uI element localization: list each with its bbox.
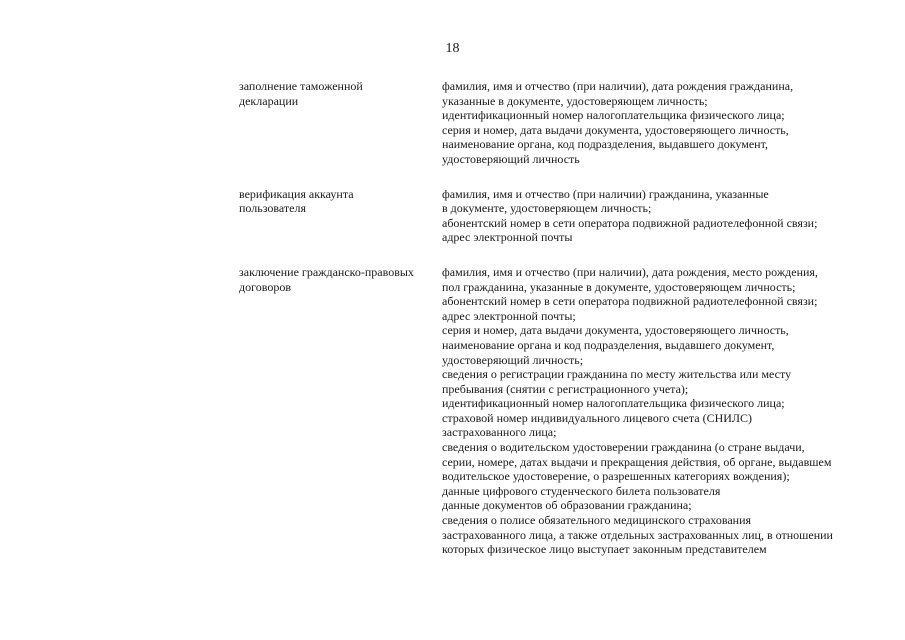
data-line: в документе, удостоверяющем личность; — [442, 201, 652, 216]
data-line: указанные в документе, удостоверяющем личность; — [442, 93, 708, 108]
data-cell — [442, 79, 879, 167]
data-line: абонентский номер в сети оператора подвижной радиотелефонной связи; — [442, 294, 818, 309]
data-line: наименование органа и код подразделения, выдавшего документ, — [442, 337, 775, 352]
purpose-cell — [239, 187, 442, 245]
data-line: застрахованного лица, а также отдельных застрахованных лиц, в отношении — [442, 527, 833, 542]
table-row-customs-declaration — [239, 79, 879, 167]
data-line: идентификационный номер налогоплательщика физического лица; — [442, 396, 785, 411]
data-line: серия и номер, дата выдачи документа, удостоверяющего личность, — [442, 122, 789, 137]
data-line: водительское удостоверение, о разрешенных категориях вождения); — [442, 469, 790, 484]
purpose-line: декларации — [239, 93, 299, 108]
data-line: абонентский номер в сети оператора подвижной радиотелефонной связи; — [442, 215, 818, 230]
purpose-line: договоров — [239, 279, 291, 294]
data-line: сведения о регистрации гражданина по месту жительства или месту — [442, 367, 792, 382]
data-line: пол гражданина, указанные в документе, удостоверяющем личность; — [442, 279, 796, 294]
data-cell — [442, 187, 879, 245]
purpose-line: заполнение таможенной — [239, 79, 363, 93]
data-line: адрес электронной почты; — [442, 308, 576, 323]
purpose-cell — [239, 79, 442, 167]
page-number: 18 — [445, 41, 460, 56]
data-line: фамилия, имя и отчество (при наличии), дата рождения, место рождения, — [442, 264, 818, 279]
data-line: застрахованного лица; — [442, 425, 557, 440]
purpose-line: верификация аккаунта — [239, 186, 354, 201]
data-line: сведения о водительском удостоверении гражданина (о стране выдачи, — [442, 440, 805, 455]
data-line: идентификационный номер налогоплательщика физического лица; — [442, 108, 785, 123]
data-line: адрес электронной почты — [442, 230, 573, 245]
data-line: удостоверяющий личность; — [442, 352, 584, 367]
purpose-line: пользователя — [239, 201, 306, 216]
document-table — [239, 79, 879, 557]
purpose-line: заключение гражданско-правовых — [239, 264, 414, 279]
table-row-civil-contracts — [239, 265, 879, 557]
data-cell — [442, 265, 879, 557]
data-line: которых физическое лицо выступает законным представителем — [442, 542, 767, 557]
data-line: серия и номер, дата выдачи документа, удостоверяющего личность, — [442, 323, 789, 338]
data-line: серии, номере, датах выдачи и прекращения действия, об органе, выдавшем — [442, 454, 832, 469]
data-line: данные цифрового студенческого билета пользователя — [442, 483, 721, 498]
data-line: данные документов об образовании гражданина; — [442, 498, 692, 513]
table-row-account-verification — [239, 187, 879, 245]
data-line: страховой номер индивидуального лицевого счета (СНИЛС) — [442, 410, 753, 425]
purpose-cell — [239, 265, 442, 557]
data-line: удостоверяющий личность — [442, 151, 580, 166]
data-line: сведения о полисе обязательного медицинского страхования — [442, 513, 752, 528]
data-line: пребывания (снятии с регистрационного учета); — [442, 381, 689, 396]
data-line: наименование органа, код подразделения, выдавшего документ, — [442, 137, 768, 152]
data-line: фамилия, имя и отчество (при наличии), дата рождения гражданина, — [442, 79, 794, 93]
data-line: фамилия, имя и отчество (при наличии) гражданина, указанные — [442, 186, 769, 201]
